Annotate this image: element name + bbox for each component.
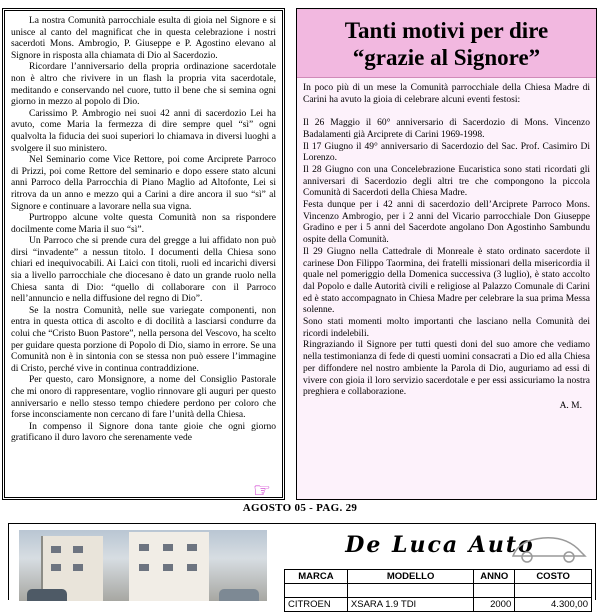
right-paragraph-2: Il 26 Maggio il 60° anniversario di Sacerdozio di Mons. Vincenzo Badalamenti già Arciprete di Carini 1969-1998. xyxy=(303,118,590,140)
parked-car xyxy=(27,589,67,601)
cell-anno: 2000 xyxy=(474,598,515,612)
title-line-1: Tanti motivi per dire xyxy=(344,18,549,43)
window xyxy=(139,564,149,571)
window xyxy=(73,564,83,571)
right-article xyxy=(296,8,597,500)
col-modello: MODELLO xyxy=(347,570,473,584)
table-row xyxy=(285,584,592,598)
pointing-hand-icon: ☞ xyxy=(253,480,271,502)
cell-marca: CITROEN xyxy=(285,598,348,612)
building-right xyxy=(129,532,209,601)
right-paragraph-8: Ringraziando il Signore per tutti questi doni del suo amore che vediamo nella testimonianza di fede di questi uomini consacrati a Dio ed alla Chiesa per diffondere nel nostro ambiente la Parola di Dio, auguriamo ad essi di vivere con gioia il loro servizio sacerdotale e per essi assicuriamo la nostra preghiera e collaborazione. xyxy=(303,340,590,398)
window xyxy=(73,546,83,553)
window xyxy=(163,564,173,571)
car-price-table xyxy=(284,569,592,612)
signature: A. M. xyxy=(559,400,582,411)
table-row xyxy=(285,598,592,612)
left-paragraph-5: Purtroppo alcune volte questa Comunità non sa rispondere docilmente come Maria il suo “sì”. xyxy=(11,213,276,235)
window xyxy=(51,564,61,571)
col-costo: COSTO xyxy=(515,570,592,584)
right-paragraph-5: Festa dunque per i 42 anni di sacerdozio dell’Arciprete Parroco Mons. Vincenzo Ambrogio, per i 2 anni del Vicario parrocchiale Don Giuseppe Gradino e per i 5 anni del Sacerdote angolano Don Agostinho Sambundu ospite della Comunità. xyxy=(303,200,590,246)
cell-costo: 4.300,00 xyxy=(515,598,592,612)
window xyxy=(51,546,61,553)
dealer-brand: De Luca Auto xyxy=(345,532,535,558)
car-outline-icon xyxy=(509,530,589,564)
parked-car xyxy=(219,589,259,601)
left-article xyxy=(2,8,285,500)
cell-marca xyxy=(285,584,348,598)
article-body xyxy=(297,78,596,413)
cell-anno xyxy=(474,584,515,598)
left-paragraph-2: Ricordare l’anniversario della propria ordinazione sacerdotale non è altro che rivivere in un flash la propria vita sacerdotale, meditando e conservando nel cuore, tutto il bene che si semina ogni giorno in mezzo al popolo di Dio. xyxy=(11,62,276,108)
advertisement xyxy=(8,523,596,610)
window xyxy=(139,544,149,551)
left-paragraph-9: In compenso il Signore dona tante gioie che ogni giorno gratificano il duro lavoro che serenamente vede xyxy=(11,421,276,444)
cell-modello xyxy=(347,584,473,598)
left-paragraph-8: Per questo, caro Monsignore, a nome del Consiglio Pastorale che mi onoro di rappresentare, voglio rinnovare gli auguri per questo anniversario e nello stesso tempo chiedere perdono per coloro che forse inconsciamente non cercano di fare l’unità della Chiesa. xyxy=(11,375,276,421)
left-paragraph-4: Nel Seminario come Vice Rettore, poi come Arciprete Parroco di Prizzi, poi come Rettore del seminario e dopo essere stato alcuni anni Parroco della Parrocchia di Piano Maglio ad Altofonte, Lei si ritrova da un anno e mezzo qui a Carini a dire ancora il suo “sì” al Signore e continuare a lavorare nella sua vigna. xyxy=(11,155,276,212)
left-paragraph-1: La nostra Comunità parrocchiale esulta di gioia nel Signore e si unisce al canto del magnificat che in questa celebrazione i nostri sacerdoti Mons. Ambrogio, P. Giuseppe e P. Agostino elevano al Signore in risposta alla chiamata di Dio al Sacerdozio. xyxy=(11,16,276,61)
right-paragraph-6: Il 29 Giugno nella Cattedrale di Monreale è stato ordinato sacerdote il carinese Don Filippo Taormina, dei fratelli missionari della misericordia il quale nel pomeriggio della Domenica successiva (3 luglio), è stato accolto dal Popolo e dalle Autorità civili e religiose al Palazzo Comunale di Carini ed è stato accompagnato in Chiesa Madre per celebrare la sua prima Messa solenne. xyxy=(303,246,590,316)
cell-modello: XSARA 1.9 TDI xyxy=(347,598,473,612)
article-title xyxy=(297,9,596,78)
left-paragraph-3: Carissimo P. Ambrogio nei suoi 42 anni di sacerdozio Lei ha avuto, come Maria la fermezza di dire sempre quel “sì” ogni qualvolta la fiducia dei suoi superiori lo chiamava in diversi luoghi a svolgere il suo ministero. xyxy=(11,108,276,154)
window xyxy=(187,544,197,551)
left-paragraph-6: Un Parroco che si prende cura del gregge a lui affidato non può dirsi “invadente” a nessun titolo. I documenti della Chiesa sono chiari ed inequivocabili. Ai Laici con titoli, ruoli ed incarichi diversi sia a livello parrocchiale che diocesano è dato un grande ruolo nella Chiesa santa di Dio: “quello di collaborare con il Parroco nell’annuncio e nella diffusione del regno di Dio”. xyxy=(11,236,276,305)
title-line-2: “grazie al Signore” xyxy=(352,45,541,70)
right-paragraph-7: Sono stati momenti molto importanti che lasciano nella Comunità dei ricordi indelebili. xyxy=(303,317,590,339)
window xyxy=(187,564,197,571)
col-marca: MARCA xyxy=(285,570,348,584)
page-footer: AGOSTO 05 - PAG. 29 xyxy=(242,502,358,514)
dealership-photo xyxy=(19,530,267,601)
table-header-row xyxy=(285,570,592,584)
right-paragraph-1: In poco più di un mese la Comunità parrocchiale della Chiesa Madre di Carini ha avuto la gioia di celebrare alcuni eventi festosi: xyxy=(303,83,590,105)
left-paragraph-7: Se la nostra Comunità, nelle sue variegate componenti, non entra in questa ottica di ascolto e di docilità a lasciarsi condurre da colui che “Cristo Buon Pastore”, nella persona del Vescovo, ha scelto per guidare questa porzione di Popolo di Dio, siamo in errore. Se una Comunità non è in sintonia con se stessa non può essere l’immagine di Cristo, perché vive in continua contraddizione. xyxy=(11,305,276,374)
right-paragraph-4: Il 28 Giugno con una Concelebrazione Eucaristica sono stati ricordati gli anniversari di Sacerdozio degli altri tre che compongono la piccola Comunità di Sacerdoti della Chiesa Madre. xyxy=(303,164,590,199)
right-paragraph-3: Il 17 Giugno il 49° anniversario di Sacerdozio del Sac. Prof. Casimiro Di Lorenzo. xyxy=(303,141,590,164)
window xyxy=(163,544,173,551)
col-anno: ANNO xyxy=(474,570,515,584)
cell-costo xyxy=(515,584,592,598)
